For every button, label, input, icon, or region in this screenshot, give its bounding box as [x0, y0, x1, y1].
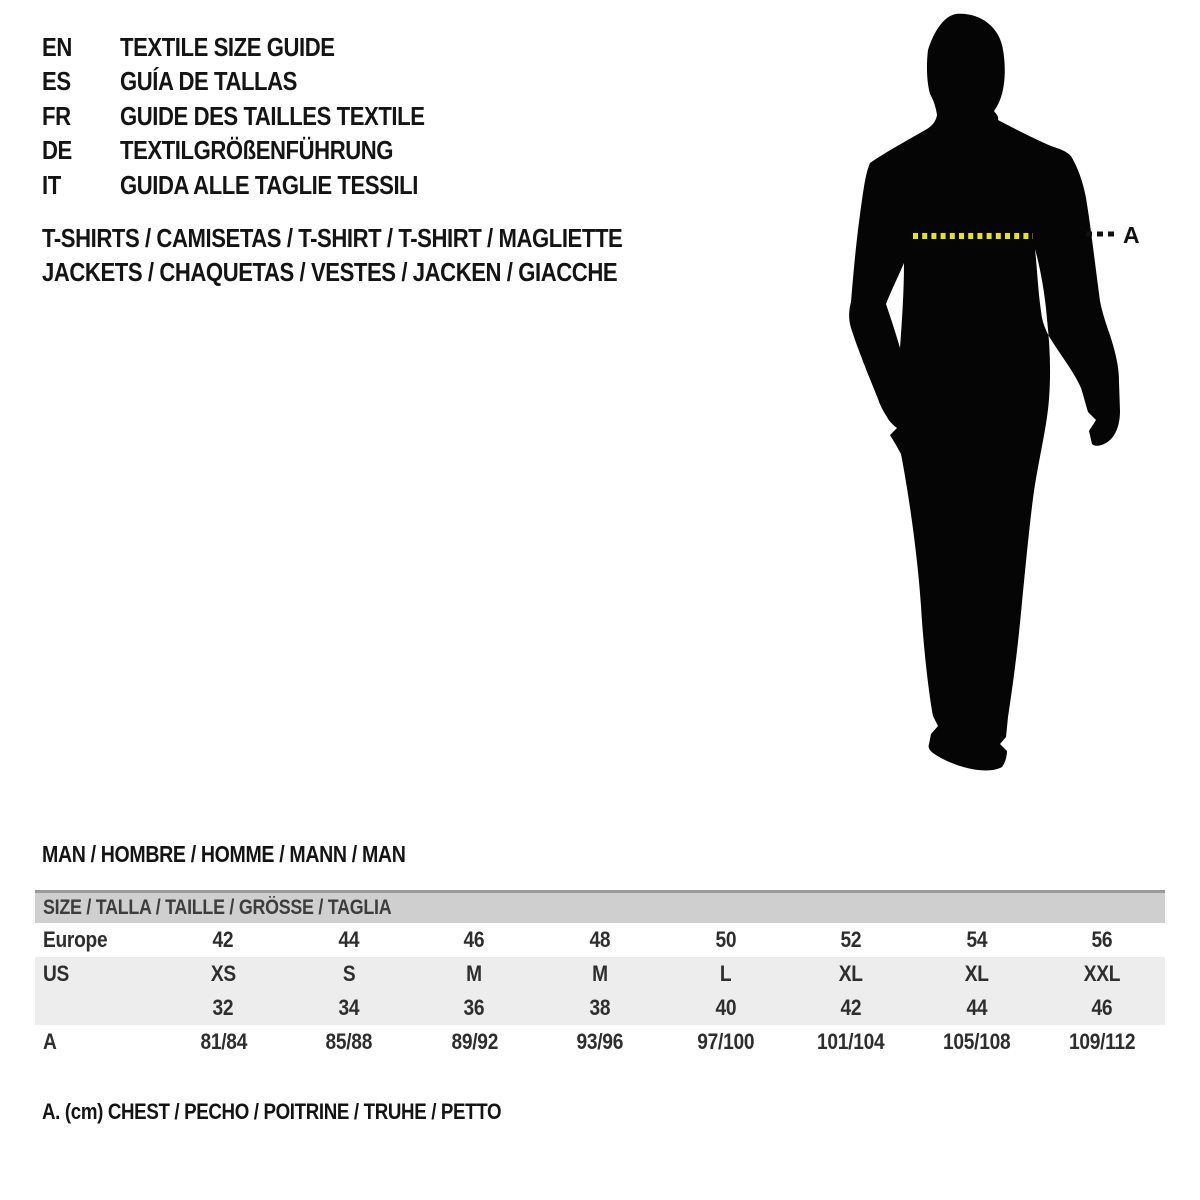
size-cell: M: [412, 957, 538, 991]
size-cell: 81/84: [200, 1029, 247, 1054]
size-cell: 36: [412, 991, 538, 1025]
table-row-us: [35, 957, 1165, 991]
man-silhouette: [849, 14, 1120, 771]
table-row-chest-a: [35, 1025, 1165, 1059]
size-table-header-row: [35, 892, 1165, 924]
row-label: [35, 991, 161, 1025]
language-title: TEXTILGRÖßENFÜHRUNG: [120, 135, 394, 166]
language-title: TEXTILE SIZE GUIDE: [120, 31, 335, 62]
size-cell: 48: [589, 927, 611, 952]
size-cell: 38: [537, 991, 663, 1025]
size-cell: 97/100: [697, 1029, 754, 1054]
size-cell: S: [286, 957, 412, 991]
size-cell: 93/96: [576, 1029, 624, 1054]
table-row-europe: [35, 923, 1165, 957]
size-cell: 50: [715, 927, 736, 952]
category-line-tshirts: T-SHIRTS / CAMISETAS / T-SHIRT / T-SHIRT / MAGLIETTE: [42, 222, 623, 253]
size-cell: 46: [1039, 991, 1165, 1025]
language-title: GUIDA ALLE TAGLIE TESSILI: [120, 169, 418, 200]
size-table-header: SIZE / TALLA / TAILLE / GRÖSSE / TAGLIA: [35, 892, 1165, 924]
size-cell: XXL: [1039, 957, 1165, 991]
size-cell: 52: [840, 927, 862, 952]
table-row-numeric: [35, 991, 1165, 1025]
size-cell: 56: [1091, 927, 1113, 952]
section-heading-man: MAN / HOMBRE / HOMME / MANN / MAN: [42, 841, 406, 867]
size-cell: XS: [161, 957, 287, 991]
size-cell: 85/88: [325, 1029, 373, 1054]
category-line-jackets: JACKETS / CHAQUETAS / VESTES / JACKEN / GIACCHE: [42, 256, 618, 287]
size-cell: 32: [161, 991, 287, 1025]
language-code: ES: [42, 66, 71, 97]
size-cell: 42: [788, 991, 914, 1025]
size-cell: 44: [338, 927, 360, 952]
size-cell: 46: [464, 927, 485, 952]
size-cell: 101/104: [817, 1029, 885, 1054]
language-title: GUÍA DE TALLAS: [120, 66, 297, 97]
size-cell: XL: [914, 957, 1040, 991]
size-cell: 89/92: [451, 1029, 498, 1054]
size-cell: 42: [212, 927, 234, 952]
size-cell: L: [663, 957, 789, 991]
size-table: [35, 890, 1165, 1059]
language-code: IT: [42, 169, 61, 200]
language-code: FR: [42, 100, 71, 131]
size-cell: 54: [966, 927, 987, 952]
language-title: GUIDE DES TAILLES TEXTILE: [120, 100, 425, 131]
size-cell: 34: [286, 991, 412, 1025]
size-cell: XL: [788, 957, 914, 991]
size-cell: 105/108: [942, 1029, 1011, 1054]
size-cell: M: [537, 957, 663, 991]
size-cell: 109/112: [1069, 1029, 1136, 1054]
language-code: EN: [42, 31, 72, 62]
size-cell: 44: [914, 991, 1040, 1025]
measure-label-a: A: [1123, 222, 1140, 248]
measurement-footnote: A. (cm) CHEST / PECHO / POITRINE / TRUHE / PETTO: [42, 1099, 502, 1124]
language-code: DE: [42, 135, 72, 166]
size-cell: 40: [663, 991, 789, 1025]
row-label: A: [43, 1029, 57, 1054]
row-label: Europe: [43, 927, 108, 952]
row-label: US: [35, 957, 161, 991]
